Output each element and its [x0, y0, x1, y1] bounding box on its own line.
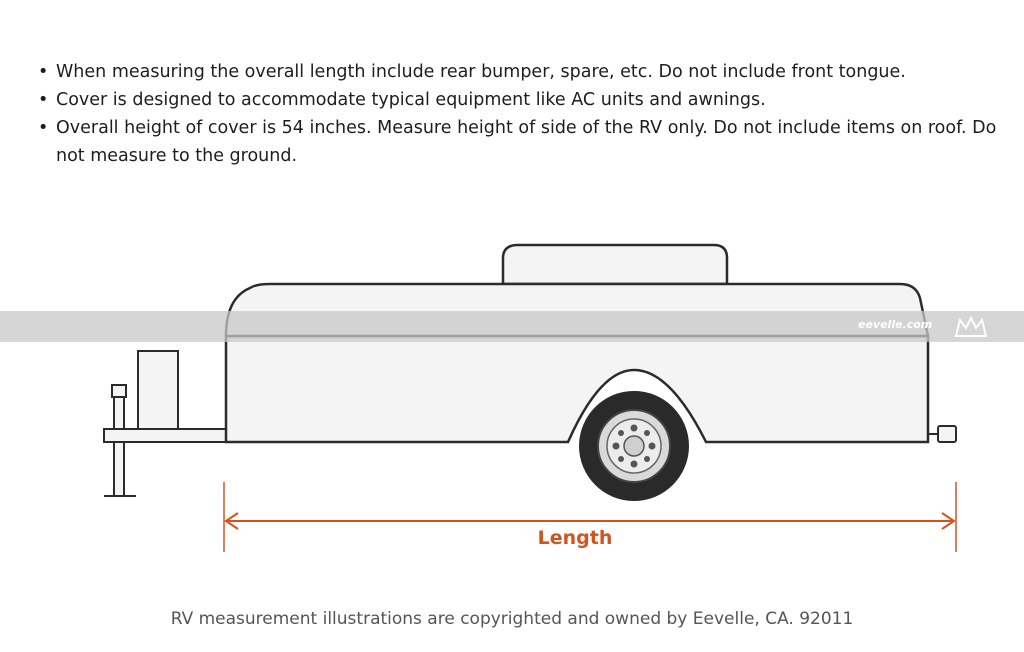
bullet: •	[38, 62, 49, 82]
note-text: Cover is designed to accommodate typical equipment like AC units and awnings.	[56, 90, 766, 110]
wheel	[579, 391, 689, 501]
note-text: When measuring the overall length include rear bumper, spare, etc. Do not include front tongue.	[56, 62, 906, 82]
watermark-text: eevelle.com	[858, 318, 933, 331]
jack-post	[114, 396, 124, 496]
trailer-body	[226, 336, 928, 442]
tongue	[104, 429, 240, 442]
jack-handle	[112, 385, 126, 397]
rear-bumper	[938, 426, 956, 442]
bullet: •	[38, 118, 49, 138]
copyright-notice: RV measurement illustrations are copyrighted and owned by Eevelle, CA. 92011	[170, 609, 854, 629]
length-label: Length	[537, 527, 613, 549]
roof-pod	[503, 245, 727, 284]
propane-box	[138, 351, 178, 429]
note-text: Overall height of cover is 54 inches. Measure height of side of the RV only. Do not include items on roof. Do not measure to the ground.	[56, 118, 997, 166]
bullet: •	[38, 90, 49, 110]
